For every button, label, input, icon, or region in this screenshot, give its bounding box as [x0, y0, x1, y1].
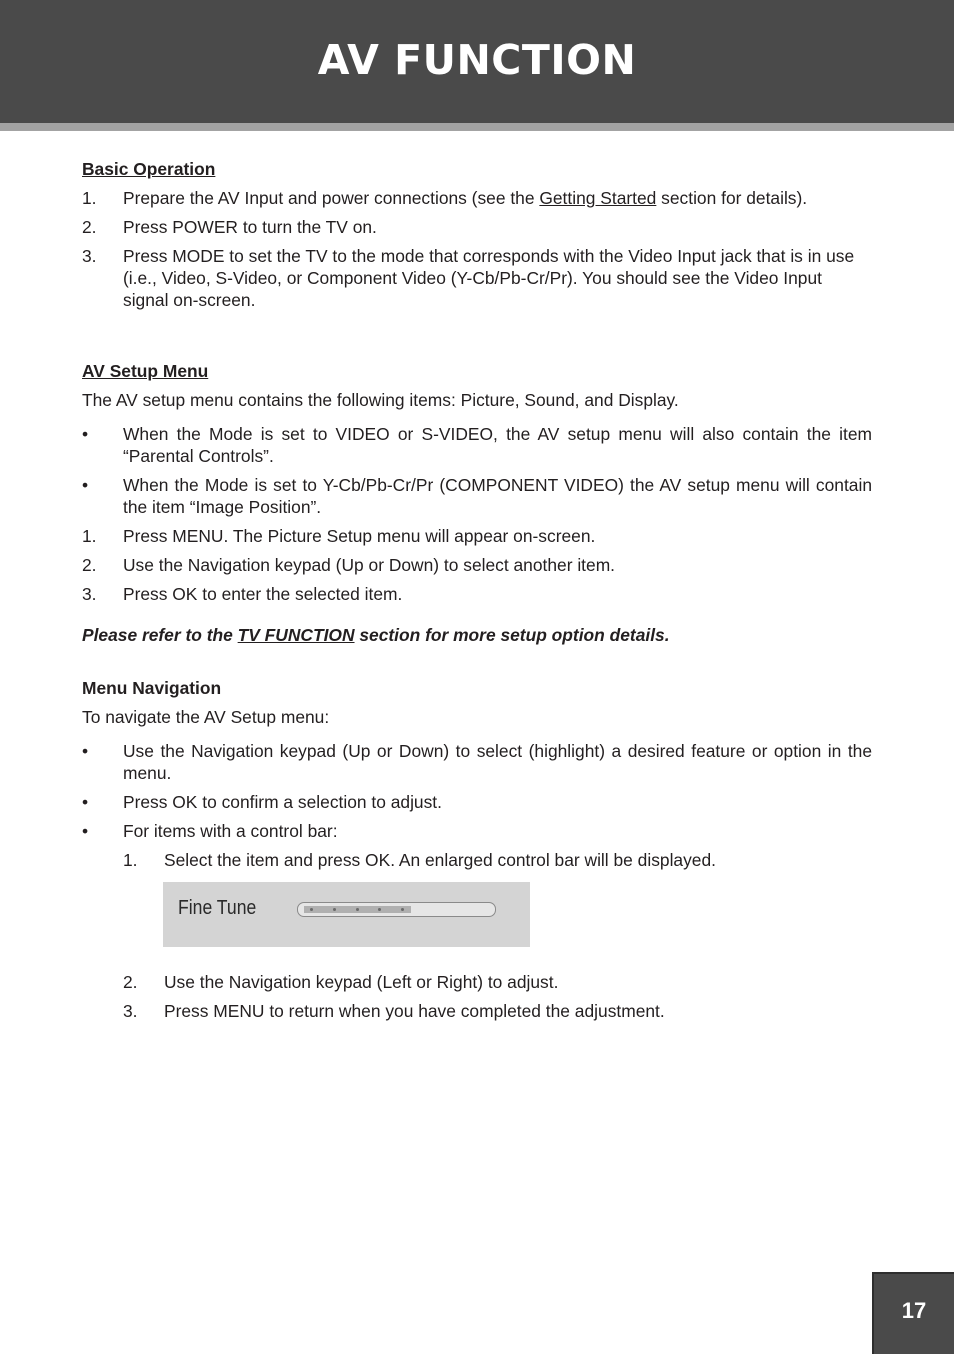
page-number-tab — [872, 1272, 954, 1354]
av-setup-step-2 — [82, 554, 872, 576]
page-header — [0, 0, 954, 123]
nav-substep-2 — [123, 971, 872, 993]
slider-tick — [356, 908, 359, 911]
step-number: 3. — [82, 246, 97, 266]
basic-step-3 — [82, 245, 872, 311]
note-text-post: section for more setup option details. — [354, 625, 670, 645]
nav-bullet-2 — [82, 791, 872, 813]
step-text: Use the Navigation keypad (Left or Right) to adjust. — [164, 972, 559, 992]
step-text: Use the Navigation keypad (Up or Down) to select another item. — [123, 555, 616, 575]
step-text: Press MENU. The Picture Setup menu will appear on-screen. — [123, 526, 596, 546]
page-number: 17 — [901, 1298, 927, 1323]
main-content — [82, 158, 872, 1029]
bullet-text: Press OK to confirm a selection to adjust. — [123, 792, 442, 812]
tv-function-link[interactable]: TV FUNCTION — [237, 625, 355, 645]
bullet-text: Use the Navigation keypad (Up or Down) to select (highlight) a desired feature or option in the menu. — [123, 741, 872, 783]
step-text: Press POWER to turn the TV on. — [123, 217, 377, 237]
fine-tune-label: Fine Tune — [178, 897, 257, 919]
slider-tick — [401, 908, 404, 911]
nav-bullet-1 — [82, 740, 872, 784]
bullet-mark: • — [82, 475, 89, 495]
av-setup-bullet-2 — [82, 474, 872, 518]
step-number: 2. — [123, 972, 138, 992]
getting-started-link[interactable]: Getting Started — [539, 188, 657, 208]
av-setup-step-3 — [82, 583, 872, 605]
setup-note — [82, 624, 872, 646]
note-text-pre: Please refer to the — [82, 625, 238, 645]
av-setup-step-1 — [82, 525, 872, 547]
nav-substep-1 — [123, 849, 872, 871]
step-number: 1. — [82, 526, 97, 546]
step-text: Press OK to enter the selected item. — [123, 584, 403, 604]
step-number: 1. — [123, 850, 138, 870]
step-text-post: section for details). — [656, 188, 808, 208]
av-setup-intro: The AV setup menu contains the following items: Picture, Sound, and Display. — [82, 390, 679, 410]
bullet-text: For items with a control bar: — [123, 821, 338, 841]
slider-tick — [333, 908, 336, 911]
fine-tune-control-bar — [163, 882, 530, 947]
step-text: Press MODE to set the TV to the mode that corresponds with the Video Input jack that is in use (i.e., Video, S-Video, or Component Video (Y-Cb/Pb-Cr/Pr). You should see the Video Input signal on-screen. — [123, 246, 855, 310]
basic-step-2 — [82, 216, 872, 238]
av-setup-bullet-1 — [82, 423, 872, 467]
bullet-mark: • — [82, 424, 89, 444]
bullet-text: When the Mode is set to Y-Cb/Pb-Cr/Pr (COMPONENT VIDEO) the AV setup menu will contain the item “Image Position”. — [123, 475, 872, 517]
menu-navigation-heading: Menu Navigation — [82, 678, 222, 698]
step-number: 2. — [82, 217, 97, 237]
slider-tick — [378, 908, 381, 911]
av-setup-heading: AV Setup Menu — [82, 361, 209, 381]
step-text: Select the item and press OK. An enlarged control bar will be displayed. — [164, 850, 716, 870]
basic-step-1 — [82, 187, 872, 209]
fine-tune-slider-track[interactable] — [297, 902, 496, 917]
nav-bullet-3 — [82, 820, 872, 842]
step-text-pre: Prepare the AV Input and power connections (see the — [123, 188, 540, 208]
step-text: Press MENU to return when you have completed the adjustment. — [164, 1001, 665, 1021]
step-number: 3. — [123, 1001, 138, 1021]
step-number: 1. — [82, 188, 97, 208]
bullet-mark: • — [82, 821, 89, 841]
page-title: AV FUNCTION — [317, 36, 637, 84]
step-number: 2. — [82, 555, 97, 575]
header-divider — [0, 123, 954, 131]
bullet-mark: • — [82, 792, 89, 812]
menu-navigation-intro: To navigate the AV Setup menu: — [82, 707, 330, 727]
bullet-text: When the Mode is set to VIDEO or S-VIDEO, the AV setup menu will also contain the item “Parental Controls”. — [123, 424, 872, 466]
slider-tick — [310, 908, 313, 911]
bullet-mark: • — [82, 741, 89, 761]
step-number: 3. — [82, 584, 97, 604]
basic-operation-heading: Basic Operation — [82, 159, 216, 179]
nav-substep-3 — [123, 1000, 872, 1022]
